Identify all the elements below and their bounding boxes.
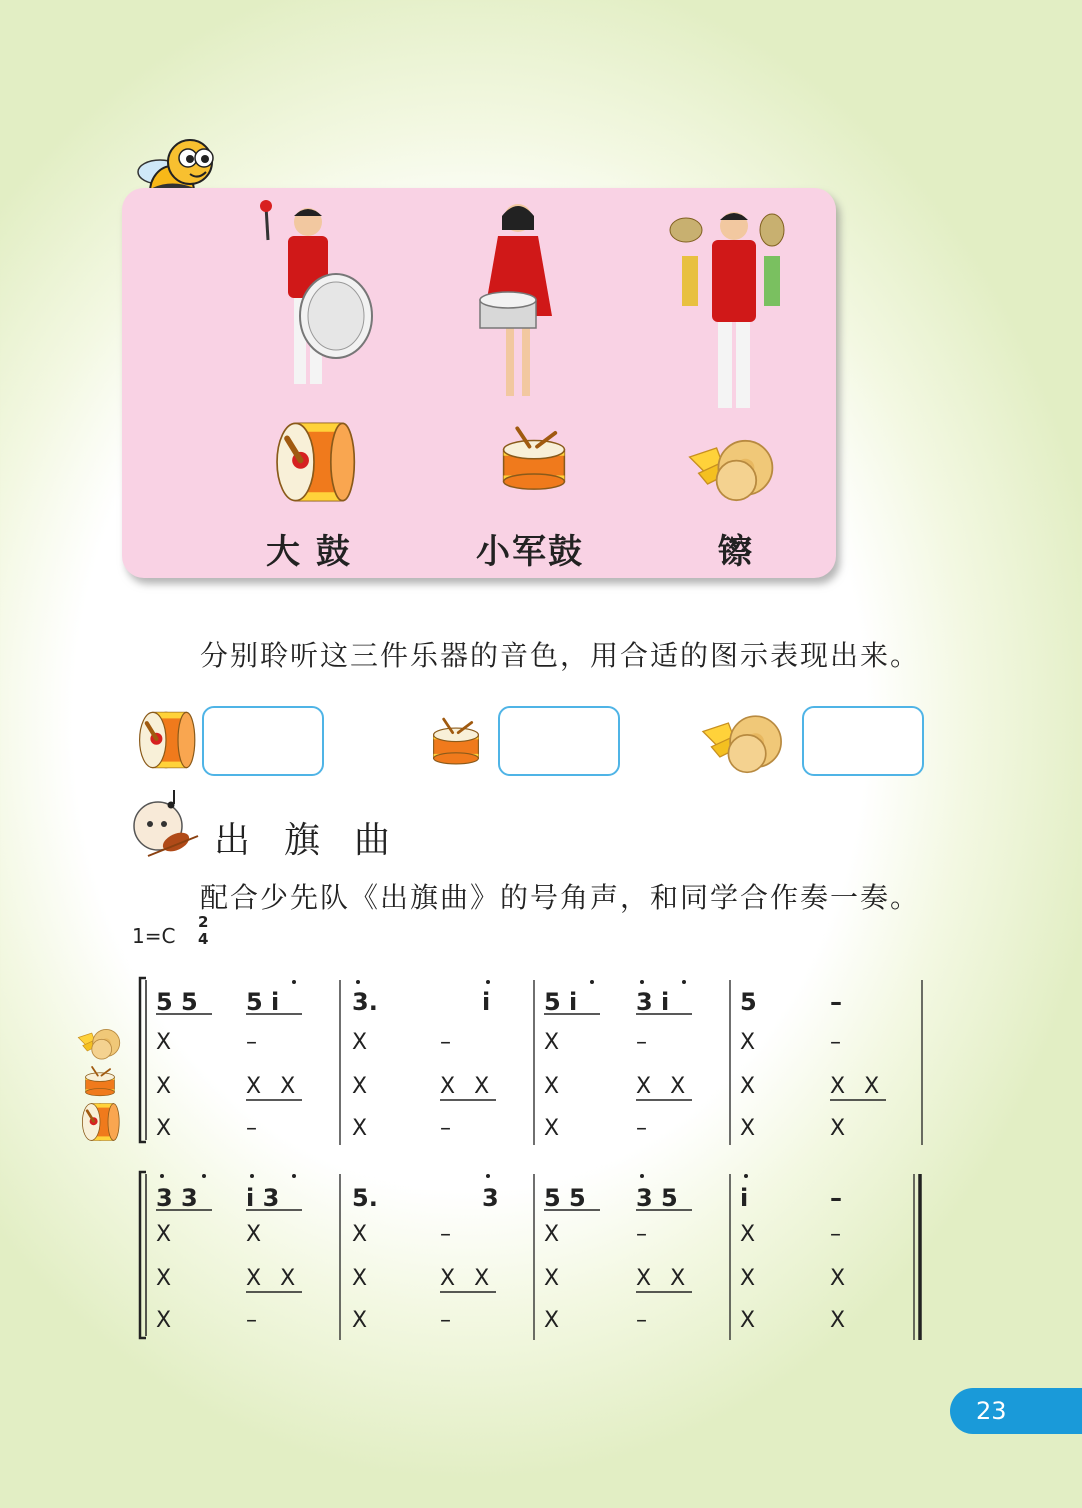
cymbals-row-icon — [76, 1024, 122, 1060]
bass-beat: X — [544, 1308, 560, 1333]
cymbal-beat: X — [544, 1222, 560, 1247]
song-instruction: 配合少先队《出旗曲》的号角声，和同学合作奏一奏。 — [200, 881, 921, 914]
key-text: 1=C — [132, 924, 176, 948]
cymbal-beat: X — [352, 1222, 368, 1247]
snare-beat: X — [740, 1266, 756, 1291]
cymbal-beat: – — [440, 1222, 451, 1247]
snare-beat: X — [156, 1266, 172, 1291]
bass-beat: X — [156, 1308, 172, 1333]
snare-beat: X X — [636, 1074, 686, 1099]
bass-beat: – — [440, 1308, 451, 1333]
bass-beat: X — [830, 1308, 846, 1333]
page-number: 23 — [950, 1388, 1082, 1434]
snare-beat: X — [740, 1074, 756, 1099]
bass-beat: X — [830, 1116, 846, 1141]
snare-beat: X — [156, 1074, 172, 1099]
bass-beat: – — [246, 1116, 257, 1141]
melody-note: 5 i — [246, 988, 280, 1016]
cymbal-beat: – — [246, 1030, 257, 1055]
snare-beat: X — [544, 1266, 560, 1291]
cymbal-beat: X — [246, 1222, 262, 1247]
instruction-text: 分别聆听这三件乐器的音色，用合适的图示表现出来。 — [200, 639, 921, 672]
snare-beat: X X — [246, 1266, 296, 1291]
bass-beat: X — [156, 1116, 172, 1141]
snare-beat: X X — [636, 1266, 686, 1291]
melody-note: 3 3 — [156, 1184, 198, 1212]
melody-note: 5 5 — [544, 1184, 586, 1212]
bass-drum-row-icon — [80, 1098, 120, 1146]
bass-drum-label: 大 鼓 — [266, 532, 352, 572]
snare-beat: X — [830, 1266, 846, 1291]
cymbal-beat: X — [156, 1222, 172, 1247]
snare-beat: X X — [440, 1074, 490, 1099]
bass-beat: X — [352, 1116, 368, 1141]
bass-beat: – — [636, 1308, 647, 1333]
cymbal-beat: – — [636, 1222, 647, 1247]
snare-beat: X — [544, 1074, 560, 1099]
bass-beat: X — [352, 1308, 368, 1333]
melody-note: – — [830, 1184, 842, 1212]
bass-beat: X — [740, 1308, 756, 1333]
melody-note: i — [482, 988, 491, 1016]
snare-row-icon — [82, 1064, 118, 1098]
snare-beat: X X — [246, 1074, 296, 1099]
snare-beat: X X — [440, 1266, 490, 1291]
cymbal-beat: – — [440, 1030, 451, 1055]
time-sig-top: 2 — [198, 913, 209, 931]
bass-beat: X — [544, 1116, 560, 1141]
bass-beat: – — [636, 1116, 647, 1141]
bass-beat: – — [440, 1116, 451, 1141]
melody-note: 3. — [352, 988, 378, 1016]
snare-drum-label: 小军鼓 — [476, 532, 584, 572]
cymbal-beat: – — [830, 1030, 841, 1055]
song-title: 出旗曲 — [214, 820, 425, 861]
time-sig-bottom: 4 — [198, 930, 209, 948]
cymbal-beat: X — [544, 1030, 560, 1055]
cymbals-label: 镲 — [718, 532, 754, 572]
melody-note: – — [830, 988, 842, 1016]
snare-beat: X — [352, 1266, 368, 1291]
melody-note: 3 5 — [636, 1184, 678, 1212]
cymbal-beat: X — [740, 1030, 756, 1055]
melody-note: 5 i — [544, 988, 578, 1016]
cymbal-beat: – — [830, 1222, 841, 1247]
melody-note: 3 i — [636, 988, 670, 1016]
melody-note: 3 — [482, 1184, 499, 1212]
cymbal-beat: X — [156, 1030, 172, 1055]
melody-note: 5 5 — [156, 988, 198, 1016]
melody-note: i — [740, 1184, 749, 1212]
melody-note: 5. — [352, 1184, 378, 1212]
cymbal-beat: – — [636, 1030, 647, 1055]
snare-beat: X — [352, 1074, 368, 1099]
bass-beat: – — [246, 1308, 257, 1333]
cymbal-beat: X — [352, 1030, 368, 1055]
snare-beat: X X — [830, 1074, 880, 1099]
bass-beat: X — [740, 1116, 756, 1141]
melody-note: i 3 — [246, 1184, 280, 1212]
melody-note: 5 — [740, 988, 757, 1016]
cymbal-beat: X — [740, 1222, 756, 1247]
